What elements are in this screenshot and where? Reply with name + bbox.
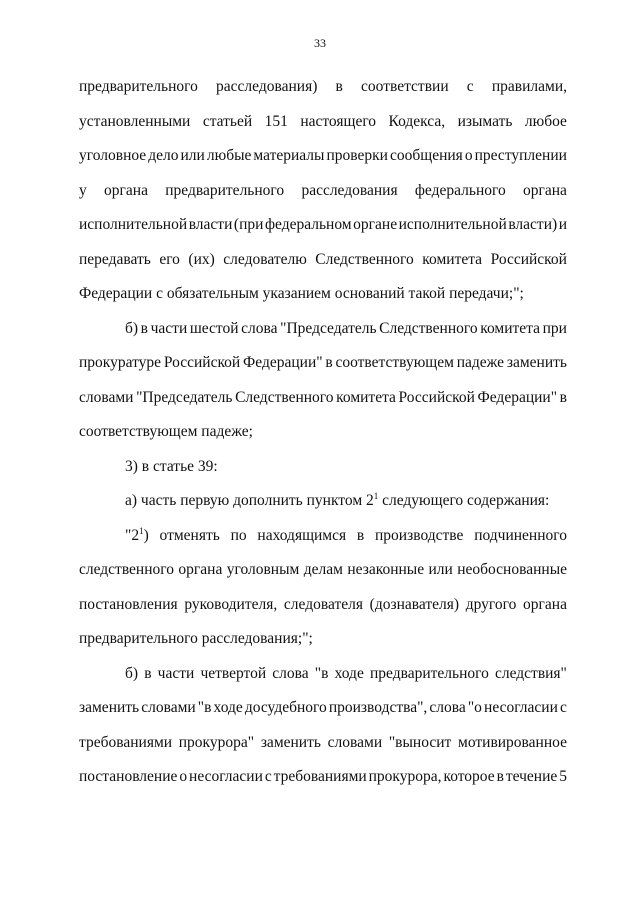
- text-line-17: предварительного расследования;";: [79, 630, 313, 647]
- text-line-9: [79, 346, 567, 381]
- word: делам: [303, 561, 343, 578]
- word: течение: [505, 768, 558, 785]
- word: слова: [429, 699, 466, 716]
- word: любое: [524, 112, 567, 130]
- word: "Председатель: [136, 388, 233, 406]
- word: прокурора,: [368, 768, 442, 785]
- word: досудебного: [244, 699, 327, 716]
- word: (их): [188, 250, 215, 268]
- word: федерального: [414, 181, 506, 199]
- word: части: [157, 664, 195, 682]
- word: следственного: [79, 561, 174, 578]
- word: органа: [523, 181, 567, 199]
- word: в: [140, 319, 148, 337]
- word: Следственного: [379, 319, 478, 337]
- word: или: [428, 561, 453, 578]
- word: 5: [559, 768, 567, 785]
- text-line-11: соответствующем падеже;: [79, 423, 253, 440]
- word: другого: [465, 595, 517, 613]
- word: предварительного: [369, 664, 489, 682]
- word: уголовным: [226, 561, 300, 578]
- word: Федерации": [477, 388, 558, 406]
- word: федеральном: [264, 216, 352, 233]
- word: по: [230, 526, 247, 544]
- text-line-19: [79, 691, 567, 726]
- word: руководителя,: [184, 595, 278, 613]
- text-line-13: [79, 484, 567, 519]
- word: слова: [241, 319, 278, 337]
- word: соответствующем: [335, 354, 454, 371]
- word: или: [180, 147, 205, 164]
- text-line-4: [79, 174, 567, 209]
- word: статьей: [202, 112, 253, 130]
- word: комитета: [480, 319, 541, 337]
- word: соответствии: [361, 78, 449, 95]
- word: находящимся: [257, 526, 347, 544]
- word: власти: [188, 216, 233, 233]
- text-line-21: [79, 760, 567, 795]
- word: следователя: [283, 595, 363, 613]
- word: в: [144, 664, 152, 682]
- text-line-1: [79, 70, 567, 105]
- word: органа: [523, 595, 567, 613]
- word: заменить: [260, 733, 321, 751]
- word: шестой: [189, 319, 239, 337]
- word: "в: [197, 699, 212, 716]
- word: правилами,: [491, 78, 567, 95]
- word: с: [559, 699, 567, 716]
- word: части: [150, 319, 188, 337]
- word: Следственного: [235, 388, 334, 406]
- text-line-16: [79, 588, 567, 623]
- word: [125, 519, 149, 554]
- word: в: [335, 78, 343, 95]
- word: преступлении: [474, 147, 567, 164]
- word: материалы: [253, 147, 325, 164]
- text-line-5: [79, 208, 567, 243]
- text-run: "2: [125, 526, 140, 544]
- superscript: 1: [373, 490, 379, 501]
- word: с: [264, 768, 272, 785]
- word: постановления: [79, 595, 178, 613]
- text-line-14: [79, 519, 567, 554]
- word: предварительного: [79, 78, 198, 95]
- word: следователю: [223, 250, 307, 268]
- word: Кодекса,: [388, 112, 446, 130]
- page-number: 33: [314, 36, 326, 50]
- word: следствия": [494, 664, 567, 682]
- text-line-20: [79, 726, 567, 761]
- word: в: [559, 388, 567, 406]
- word: заменить: [506, 354, 567, 371]
- word: власти): [508, 216, 558, 233]
- text-line-10: [79, 381, 567, 416]
- word: несогласии: [189, 768, 263, 785]
- word: уголовное: [79, 147, 147, 164]
- word: и: [558, 216, 567, 233]
- word: необоснованные: [457, 561, 567, 578]
- word: б): [125, 664, 139, 682]
- word: в: [496, 768, 504, 785]
- text-run: ): [143, 526, 149, 544]
- word: требованиями: [273, 768, 367, 785]
- word: сообщения: [390, 147, 463, 164]
- word: ходе: [334, 664, 364, 682]
- word: "Председатель: [280, 319, 377, 337]
- word: в: [325, 354, 333, 371]
- word: (при: [233, 216, 264, 233]
- word: настоящего: [300, 112, 377, 130]
- word: "выносит: [388, 733, 452, 751]
- word: прокурора": [178, 733, 255, 751]
- word: падеже: [456, 354, 505, 371]
- word: (дознавателя): [369, 595, 460, 613]
- text-line-18: [79, 657, 567, 692]
- text-line-12: 3) в статье 39:: [125, 457, 218, 475]
- word: Федерации": [243, 354, 323, 371]
- word: которое: [443, 768, 495, 785]
- word: 151: [264, 112, 288, 130]
- word: подчиненного: [474, 526, 567, 544]
- word: изымать: [457, 112, 513, 130]
- word: расследования): [216, 78, 318, 95]
- word: о: [464, 147, 473, 164]
- word: производства",: [328, 699, 428, 716]
- word: органа: [178, 561, 223, 578]
- word: несогласии: [484, 699, 558, 716]
- word: незаконные: [347, 561, 425, 578]
- word: органа: [104, 181, 148, 199]
- word: заменить: [79, 699, 140, 716]
- text-line-15: [79, 553, 567, 588]
- text-run: а) часть первую дополнить пунктом 2: [125, 492, 374, 509]
- text-line-2: [79, 105, 567, 140]
- word: словами: [79, 388, 134, 406]
- word: "в: [314, 664, 329, 682]
- word: мотивированное: [458, 733, 567, 751]
- word: о: [179, 768, 188, 785]
- word: дело: [148, 147, 179, 164]
- text-line-8: [79, 312, 567, 347]
- word: в: [356, 526, 365, 544]
- word: расследования: [301, 181, 398, 199]
- word: любые: [206, 147, 252, 164]
- word: предварительного: [165, 181, 285, 199]
- word: комитета: [336, 388, 396, 406]
- word: с: [466, 78, 474, 95]
- word: слова: [272, 664, 309, 682]
- word: установленными: [79, 112, 191, 130]
- word: Российской: [398, 388, 475, 406]
- word: отменять: [159, 526, 220, 544]
- word: исполнительной: [79, 216, 188, 233]
- text-line-6: [79, 243, 567, 278]
- word: его: [159, 250, 180, 268]
- word: словами: [141, 699, 196, 716]
- text-line-3: [79, 139, 567, 174]
- word: органе: [353, 216, 398, 233]
- word: прокуратуре: [79, 354, 162, 371]
- superscript: 1: [139, 525, 144, 536]
- word: при: [542, 319, 567, 337]
- word: передавать: [79, 250, 151, 268]
- word: у: [79, 181, 87, 199]
- word: "о: [467, 699, 482, 716]
- word: комитета: [422, 250, 483, 268]
- word: б): [125, 319, 139, 337]
- word: Российской: [163, 354, 241, 371]
- word: производстве: [375, 526, 464, 544]
- document-body: [79, 70, 567, 795]
- word: постановление: [79, 768, 178, 785]
- word: требованиями: [79, 733, 173, 751]
- word: исполнительной: [398, 216, 507, 233]
- word: ходе: [213, 699, 243, 716]
- word: проверки: [326, 147, 388, 164]
- word: словами: [327, 733, 383, 751]
- text-line-7: Федерации с обязательным указанием оснований такой передачи;";: [79, 285, 524, 302]
- word: четвертой: [200, 664, 267, 682]
- word: Российской: [490, 250, 567, 268]
- text-run: следующего содержания:: [378, 492, 550, 509]
- word: Следственного: [315, 250, 414, 268]
